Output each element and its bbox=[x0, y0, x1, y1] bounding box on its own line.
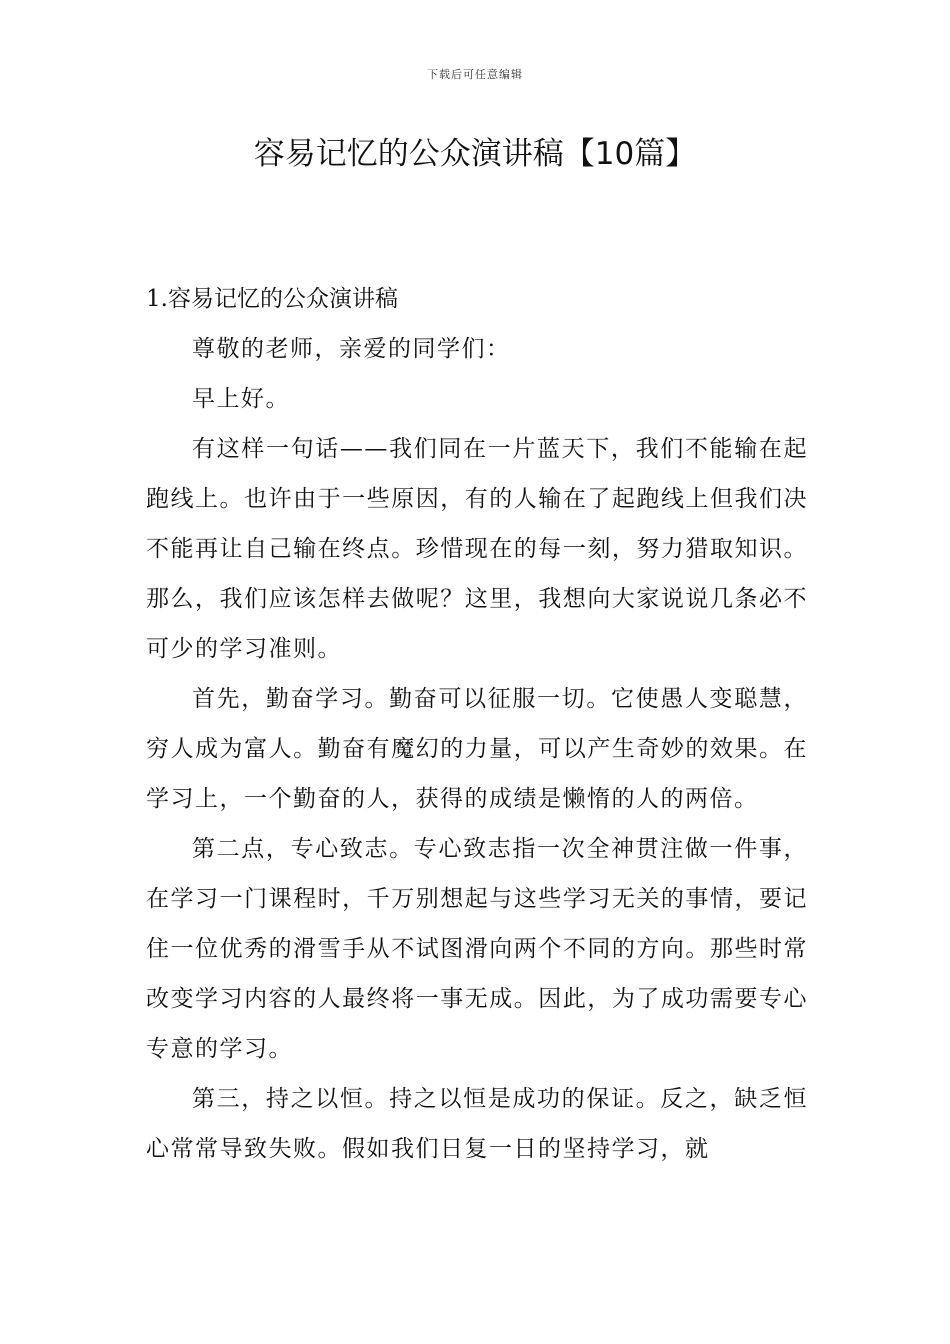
paragraph-first-point: 首先，勤奋学习。勤奋可以征服一切。它使愚人变聪慧，穷人成为富人。勤奋有魔幻的力量，可以产生奇妙的效果。在学习上，一个勤奋的人，获得的成绩是懒惰的人的两倍。 bbox=[146, 686, 808, 812]
section-heading: 1.容易记忆的公众演讲稿 bbox=[146, 286, 398, 312]
document-body bbox=[146, 274, 808, 1174]
paragraph-second-point: 第二点，专心致志。专心致志指一次全神贯注做一件事，在学习一门课程时，千万别想起与这些学习无关的事情，要记住一位优秀的滑雪手从不试图滑向两个不同的方向。那些时常改变学习内容的人最终将一事无成。因此，为了成功需要专心专意的学习。 bbox=[146, 836, 808, 1062]
paragraph-intro: 有这样一句话——我们同在一片蓝天下，我们不能输在起跑线上。也许由于一些原因，有的人输在了起跑线上但我们决不能再让自己输在终点。珍惜现在的每一刻，努力猎取知识。那么，我们应该怎样去做呢？这里，我想向大家说说几条必不可少的学习准则。 bbox=[146, 436, 808, 662]
paragraph-third-point: 第三，持之以恒。持之以恒是成功的保证。反之，缺乏恒心常常导致失败。假如我们日复一日的坚持学习，就 bbox=[146, 1086, 808, 1162]
paragraph-salutation: 尊敬的老师，亲爱的同学们： bbox=[192, 336, 511, 362]
paragraph-greeting: 早上好。 bbox=[192, 386, 290, 412]
document-title: 容易记忆的公众演讲稿【10篇】 bbox=[253, 136, 697, 172]
header-note: 下载后可任意编辑 bbox=[427, 68, 523, 81]
